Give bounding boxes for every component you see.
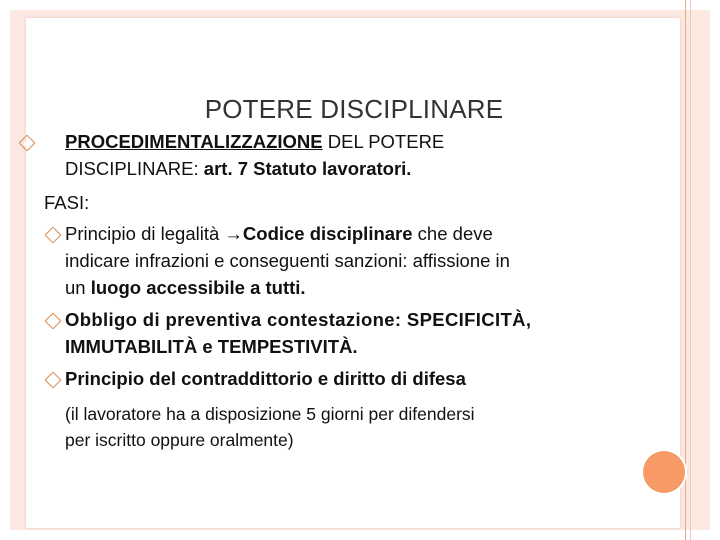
item1-line1 [65, 131, 444, 153]
item2-line1 [65, 223, 493, 245]
item1-bold-underlined: PROCEDIMENTALIZZAZIONE [65, 131, 323, 152]
item1-normal: DEL POTERE [322, 131, 445, 152]
decorative-line-thin [690, 0, 691, 540]
item3-line1: Obbligo di preventiva contestazione: SPECIFICITÀ, [65, 309, 532, 330]
item1-line2-normal: DISCIPLINARE: [65, 158, 204, 179]
item2-line2: indicare infrazioni e conseguenti sanzioni: affissione in [65, 250, 510, 271]
bullet-icon [45, 372, 62, 389]
item4-line1: Principio del contraddittorio e diritto di difesa [65, 368, 466, 389]
fasi-label: FASI: [44, 192, 90, 213]
item3-line2: IMMUTABILITÀ e TEMPESTIVITÀ. [65, 336, 358, 357]
note-line2: per iscritto oppure oralmente) [65, 430, 294, 450]
item2-bold: Codice disciplinare [242, 223, 413, 244]
item1-line2 [65, 158, 411, 180]
decorative-circle [643, 451, 685, 493]
bullet-icon [45, 313, 62, 330]
item2-line3 [65, 277, 306, 299]
arrow-icon: → [224, 223, 243, 244]
item2-line3-normal: un [65, 277, 91, 298]
item2-normal1: Principio di legalità [65, 223, 225, 244]
note-line1: (il lavoratore ha a disposizione 5 giorni per difendersi [65, 404, 475, 424]
item2-line3-bold: luogo accessibile a tutti. [90, 277, 306, 298]
slide-title: POTERE DISCIPLINARE [204, 94, 504, 124]
item1-line2-bold: art. 7 Statuto lavoratori. [203, 158, 412, 179]
decorative-line [685, 0, 686, 540]
bullet-icon [45, 227, 62, 244]
slide-content [26, 18, 680, 528]
item2-normal2: che deve [412, 223, 493, 244]
